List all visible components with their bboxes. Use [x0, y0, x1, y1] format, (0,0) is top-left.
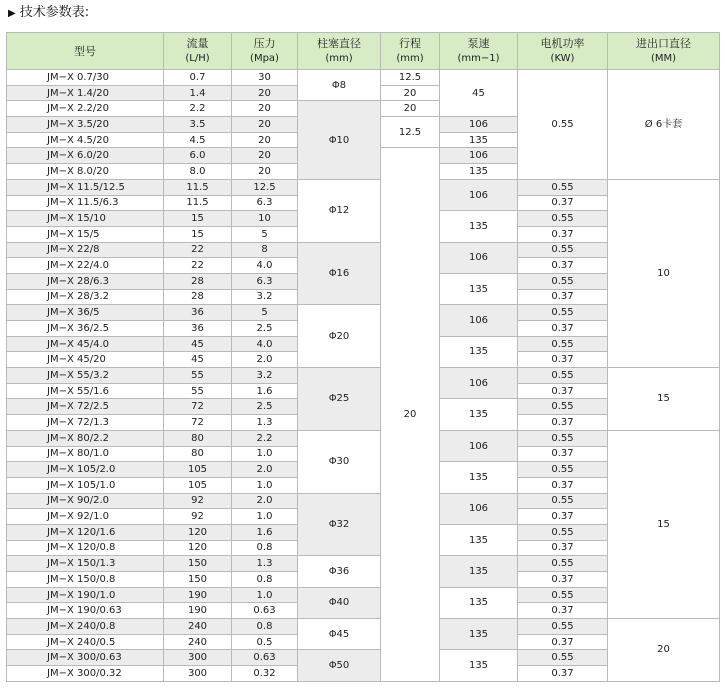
model-cell: JM−X 45/20 [7, 352, 164, 368]
table-row [7, 619, 720, 635]
flow-cell: 105 [164, 477, 232, 493]
model-cell: JM−X 45/4.0 [7, 336, 164, 352]
motor-power-cell: 0.37 [518, 195, 608, 211]
pressure-cell: 0.8 [232, 572, 298, 588]
flow-cell: 72 [164, 415, 232, 431]
header-motor-power: 电机功率 (KW) [518, 33, 608, 70]
motor-power-cell: 0.37 [518, 289, 608, 305]
flow-cell: 1.4 [164, 85, 232, 101]
model-cell: JM−X 28/3.2 [7, 289, 164, 305]
motor-power-cell: 0.55 [518, 305, 608, 321]
pressure-cell: 5 [232, 305, 298, 321]
model-cell: JM−X 105/1.0 [7, 477, 164, 493]
model-cell: JM−X 8.0/20 [7, 164, 164, 180]
model-cell: JM−X 190/0.63 [7, 603, 164, 619]
motor-power-cell: 0.37 [518, 634, 608, 650]
model-cell: JM−X 72/2.5 [7, 399, 164, 415]
model-cell: JM−X 15/10 [7, 211, 164, 227]
flow-cell: 6.0 [164, 148, 232, 164]
pump-speed-cell: 135 [440, 556, 518, 587]
pressure-cell: 0.32 [232, 666, 298, 682]
pressure-cell: 20 [232, 148, 298, 164]
port-diameter-cell: Ø 6卡套 [608, 70, 720, 180]
flow-cell: 92 [164, 493, 232, 509]
flow-cell: 28 [164, 273, 232, 289]
model-cell: JM−X 36/5 [7, 305, 164, 321]
motor-power-cell: 0.37 [518, 603, 608, 619]
motor-power-cell: 0.55 [518, 368, 608, 384]
pressure-cell: 4.0 [232, 258, 298, 274]
motor-power-cell: 0.55 [518, 273, 608, 289]
flow-cell: 2.2 [164, 101, 232, 117]
pump-speed-cell: 135 [440, 587, 518, 618]
model-cell: JM−X 240/0.5 [7, 634, 164, 650]
pressure-cell: 12.5 [232, 179, 298, 195]
pump-speed-cell: 135 [440, 619, 518, 650]
pressure-cell: 2.5 [232, 399, 298, 415]
pressure-cell: 1.6 [232, 524, 298, 540]
pressure-cell: 0.5 [232, 634, 298, 650]
header-pump-speed: 泵速 (mm−1) [440, 33, 518, 70]
motor-power-cell: 0.37 [518, 477, 608, 493]
pressure-cell: 2.0 [232, 352, 298, 368]
model-cell: JM−X 300/0.32 [7, 666, 164, 682]
header-plunger: 柱塞直径 (mm) [298, 33, 381, 70]
plunger-cell: Φ16 [298, 242, 381, 305]
pump-speed-cell: 135 [440, 399, 518, 430]
flow-cell: 120 [164, 540, 232, 556]
header-flow: 流量 (L/H) [164, 33, 232, 70]
pressure-cell: 2.5 [232, 321, 298, 337]
header-model: 型号 [7, 33, 164, 70]
plunger-cell: Φ50 [298, 650, 381, 681]
section-title [8, 2, 89, 24]
flow-cell: 45 [164, 336, 232, 352]
plunger-cell: Φ10 [298, 101, 381, 179]
motor-power-cell: 0.55 [518, 399, 608, 415]
model-cell: JM−X 2.2/20 [7, 101, 164, 117]
port-diameter-cell: 20 [608, 619, 720, 682]
model-cell: JM−X 150/1.3 [7, 556, 164, 572]
triangle-bullet-icon: ▶ [8, 8, 16, 19]
pressure-cell: 3.2 [232, 368, 298, 384]
plunger-cell: Φ25 [298, 368, 381, 431]
pressure-cell: 2.0 [232, 493, 298, 509]
pump-speed-cell: 135 [440, 462, 518, 493]
pressure-cell: 0.8 [232, 619, 298, 635]
pressure-cell: 3.2 [232, 289, 298, 305]
plunger-cell: Φ20 [298, 305, 381, 368]
flow-cell: 55 [164, 368, 232, 384]
model-cell: JM−X 3.5/20 [7, 117, 164, 133]
flow-cell: 0.7 [164, 70, 232, 86]
flow-cell: 80 [164, 446, 232, 462]
stroke-cell: 20 [381, 148, 440, 681]
motor-power-cell: 0.37 [518, 509, 608, 525]
model-cell: JM−X 92/1.0 [7, 509, 164, 525]
motor-power-cell: 0.55 [518, 70, 608, 180]
motor-power-cell: 0.55 [518, 336, 608, 352]
pressure-cell: 20 [232, 117, 298, 133]
model-cell: JM−X 55/3.2 [7, 368, 164, 384]
pressure-cell: 1.0 [232, 446, 298, 462]
stroke-cell: 12.5 [381, 70, 440, 86]
flow-cell: 92 [164, 509, 232, 525]
flow-cell: 15 [164, 211, 232, 227]
pump-speed-cell: 106 [440, 148, 518, 164]
pump-speed-cell: 135 [440, 211, 518, 242]
pressure-cell: 10 [232, 211, 298, 227]
flow-cell: 190 [164, 603, 232, 619]
model-cell: JM−X 80/2.2 [7, 430, 164, 446]
motor-power-cell: 0.55 [518, 242, 608, 258]
pressure-cell: 2.2 [232, 430, 298, 446]
flow-cell: 45 [164, 352, 232, 368]
plunger-cell: Φ45 [298, 619, 381, 650]
motor-power-cell: 0.55 [518, 211, 608, 227]
model-cell: JM−X 120/0.8 [7, 540, 164, 556]
pump-speed-cell: 106 [440, 242, 518, 273]
port-diameter-cell: 15 [608, 368, 720, 431]
model-cell: JM−X 36/2.5 [7, 321, 164, 337]
stroke-cell: 12.5 [381, 117, 440, 148]
pump-speed-cell: 45 [440, 70, 518, 117]
flow-cell: 22 [164, 242, 232, 258]
pressure-cell: 6.3 [232, 195, 298, 211]
pressure-cell: 4.0 [232, 336, 298, 352]
table-row [7, 70, 720, 86]
model-cell: JM−X 28/6.3 [7, 273, 164, 289]
motor-power-cell: 0.55 [518, 587, 608, 603]
pressure-cell: 20 [232, 132, 298, 148]
motor-power-cell: 0.37 [518, 383, 608, 399]
motor-power-cell: 0.37 [518, 666, 608, 682]
pressure-cell: 20 [232, 85, 298, 101]
flow-cell: 150 [164, 572, 232, 588]
motor-power-cell: 0.55 [518, 179, 608, 195]
model-cell: JM−X 0.7/30 [7, 70, 164, 86]
plunger-cell: Φ36 [298, 556, 381, 587]
header-stroke: 行程 (mm) [381, 33, 440, 70]
pump-speed-cell: 135 [440, 132, 518, 148]
model-cell: JM−X 240/0.8 [7, 619, 164, 635]
pressure-cell: 1.0 [232, 587, 298, 603]
motor-power-cell: 0.55 [518, 619, 608, 635]
flow-cell: 240 [164, 619, 232, 635]
port-diameter-cell: 15 [608, 430, 720, 618]
plunger-cell: Φ12 [298, 179, 381, 242]
pressure-cell: 1.0 [232, 477, 298, 493]
model-cell: JM−X 150/0.8 [7, 572, 164, 588]
motor-power-cell: 0.55 [518, 493, 608, 509]
flow-cell: 190 [164, 587, 232, 603]
motor-power-cell: 0.55 [518, 430, 608, 446]
flow-cell: 11.5 [164, 179, 232, 195]
flow-cell: 28 [164, 289, 232, 305]
model-cell: JM−X 1.4/20 [7, 85, 164, 101]
motor-power-cell: 0.55 [518, 524, 608, 540]
motor-power-cell: 0.37 [518, 572, 608, 588]
model-cell: JM−X 105/2.0 [7, 462, 164, 478]
header-row [7, 33, 720, 70]
pump-speed-cell: 106 [440, 305, 518, 336]
table-row [7, 179, 720, 195]
model-cell: JM−X 22/8 [7, 242, 164, 258]
header-port-diameter: 进出口直径 (MM) [608, 33, 720, 70]
flow-cell: 22 [164, 258, 232, 274]
model-cell: JM−X 300/0.63 [7, 650, 164, 666]
flow-cell: 15 [164, 226, 232, 242]
flow-cell: 300 [164, 650, 232, 666]
motor-power-cell: 0.55 [518, 462, 608, 478]
table-row [7, 368, 720, 384]
pump-speed-cell: 106 [440, 368, 518, 399]
pressure-cell: 6.3 [232, 273, 298, 289]
model-cell: JM−X 72/1.3 [7, 415, 164, 431]
pump-speed-cell: 106 [440, 117, 518, 133]
pressure-cell: 0.63 [232, 603, 298, 619]
header-pressure: 压力 (Mpa) [232, 33, 298, 70]
flow-cell: 11.5 [164, 195, 232, 211]
plunger-cell: Φ32 [298, 493, 381, 556]
model-cell: JM−X 15/5 [7, 226, 164, 242]
flow-cell: 36 [164, 305, 232, 321]
spec-table [6, 32, 720, 682]
pressure-cell: 8 [232, 242, 298, 258]
pressure-cell: 1.6 [232, 383, 298, 399]
flow-cell: 55 [164, 383, 232, 399]
pump-speed-cell: 135 [440, 524, 518, 555]
model-cell: JM−X 90/2.0 [7, 493, 164, 509]
model-cell: JM−X 11.5/12.5 [7, 179, 164, 195]
plunger-cell: Φ8 [298, 70, 381, 101]
pressure-cell: 1.0 [232, 509, 298, 525]
pump-speed-cell: 106 [440, 179, 518, 210]
motor-power-cell: 0.37 [518, 258, 608, 274]
pressure-cell: 30 [232, 70, 298, 86]
pressure-cell: 0.8 [232, 540, 298, 556]
motor-power-cell: 0.37 [518, 321, 608, 337]
table-row [7, 430, 720, 446]
flow-cell: 3.5 [164, 117, 232, 133]
flow-cell: 150 [164, 556, 232, 572]
flow-cell: 8.0 [164, 164, 232, 180]
pump-speed-cell: 135 [440, 164, 518, 180]
motor-power-cell: 0.37 [518, 540, 608, 556]
motor-power-cell: 0.55 [518, 556, 608, 572]
pressure-cell: 5 [232, 226, 298, 242]
model-cell: JM−X 120/1.6 [7, 524, 164, 540]
motor-power-cell: 0.55 [518, 650, 608, 666]
model-cell: JM−X 6.0/20 [7, 148, 164, 164]
motor-power-cell: 0.37 [518, 415, 608, 431]
flow-cell: 80 [164, 430, 232, 446]
pump-speed-cell: 106 [440, 493, 518, 524]
model-cell: JM−X 55/1.6 [7, 383, 164, 399]
plunger-cell: Φ30 [298, 430, 381, 493]
pressure-cell: 2.0 [232, 462, 298, 478]
stroke-cell: 20 [381, 85, 440, 101]
model-cell: JM−X 11.5/6.3 [7, 195, 164, 211]
flow-cell: 72 [164, 399, 232, 415]
flow-cell: 105 [164, 462, 232, 478]
flow-cell: 240 [164, 634, 232, 650]
flow-cell: 300 [164, 666, 232, 682]
spec-table-body [7, 70, 720, 682]
port-diameter-cell: 10 [608, 179, 720, 367]
flow-cell: 4.5 [164, 132, 232, 148]
motor-power-cell: 0.37 [518, 352, 608, 368]
motor-power-cell: 0.37 [518, 226, 608, 242]
plunger-cell: Φ40 [298, 587, 381, 618]
section-title-text: 技术参数表: [19, 5, 90, 20]
pressure-cell: 20 [232, 101, 298, 117]
pump-speed-cell: 135 [440, 650, 518, 681]
motor-power-cell: 0.37 [518, 446, 608, 462]
pump-speed-cell: 135 [440, 273, 518, 304]
pressure-cell: 1.3 [232, 556, 298, 572]
model-cell: JM−X 190/1.0 [7, 587, 164, 603]
flow-cell: 36 [164, 321, 232, 337]
stroke-cell: 20 [381, 101, 440, 117]
model-cell: JM−X 4.5/20 [7, 132, 164, 148]
pressure-cell: 20 [232, 164, 298, 180]
model-cell: JM−X 22/4.0 [7, 258, 164, 274]
pressure-cell: 1.3 [232, 415, 298, 431]
pressure-cell: 0.63 [232, 650, 298, 666]
model-cell: JM−X 80/1.0 [7, 446, 164, 462]
pump-speed-cell: 135 [440, 336, 518, 367]
flow-cell: 120 [164, 524, 232, 540]
pump-speed-cell: 106 [440, 430, 518, 461]
